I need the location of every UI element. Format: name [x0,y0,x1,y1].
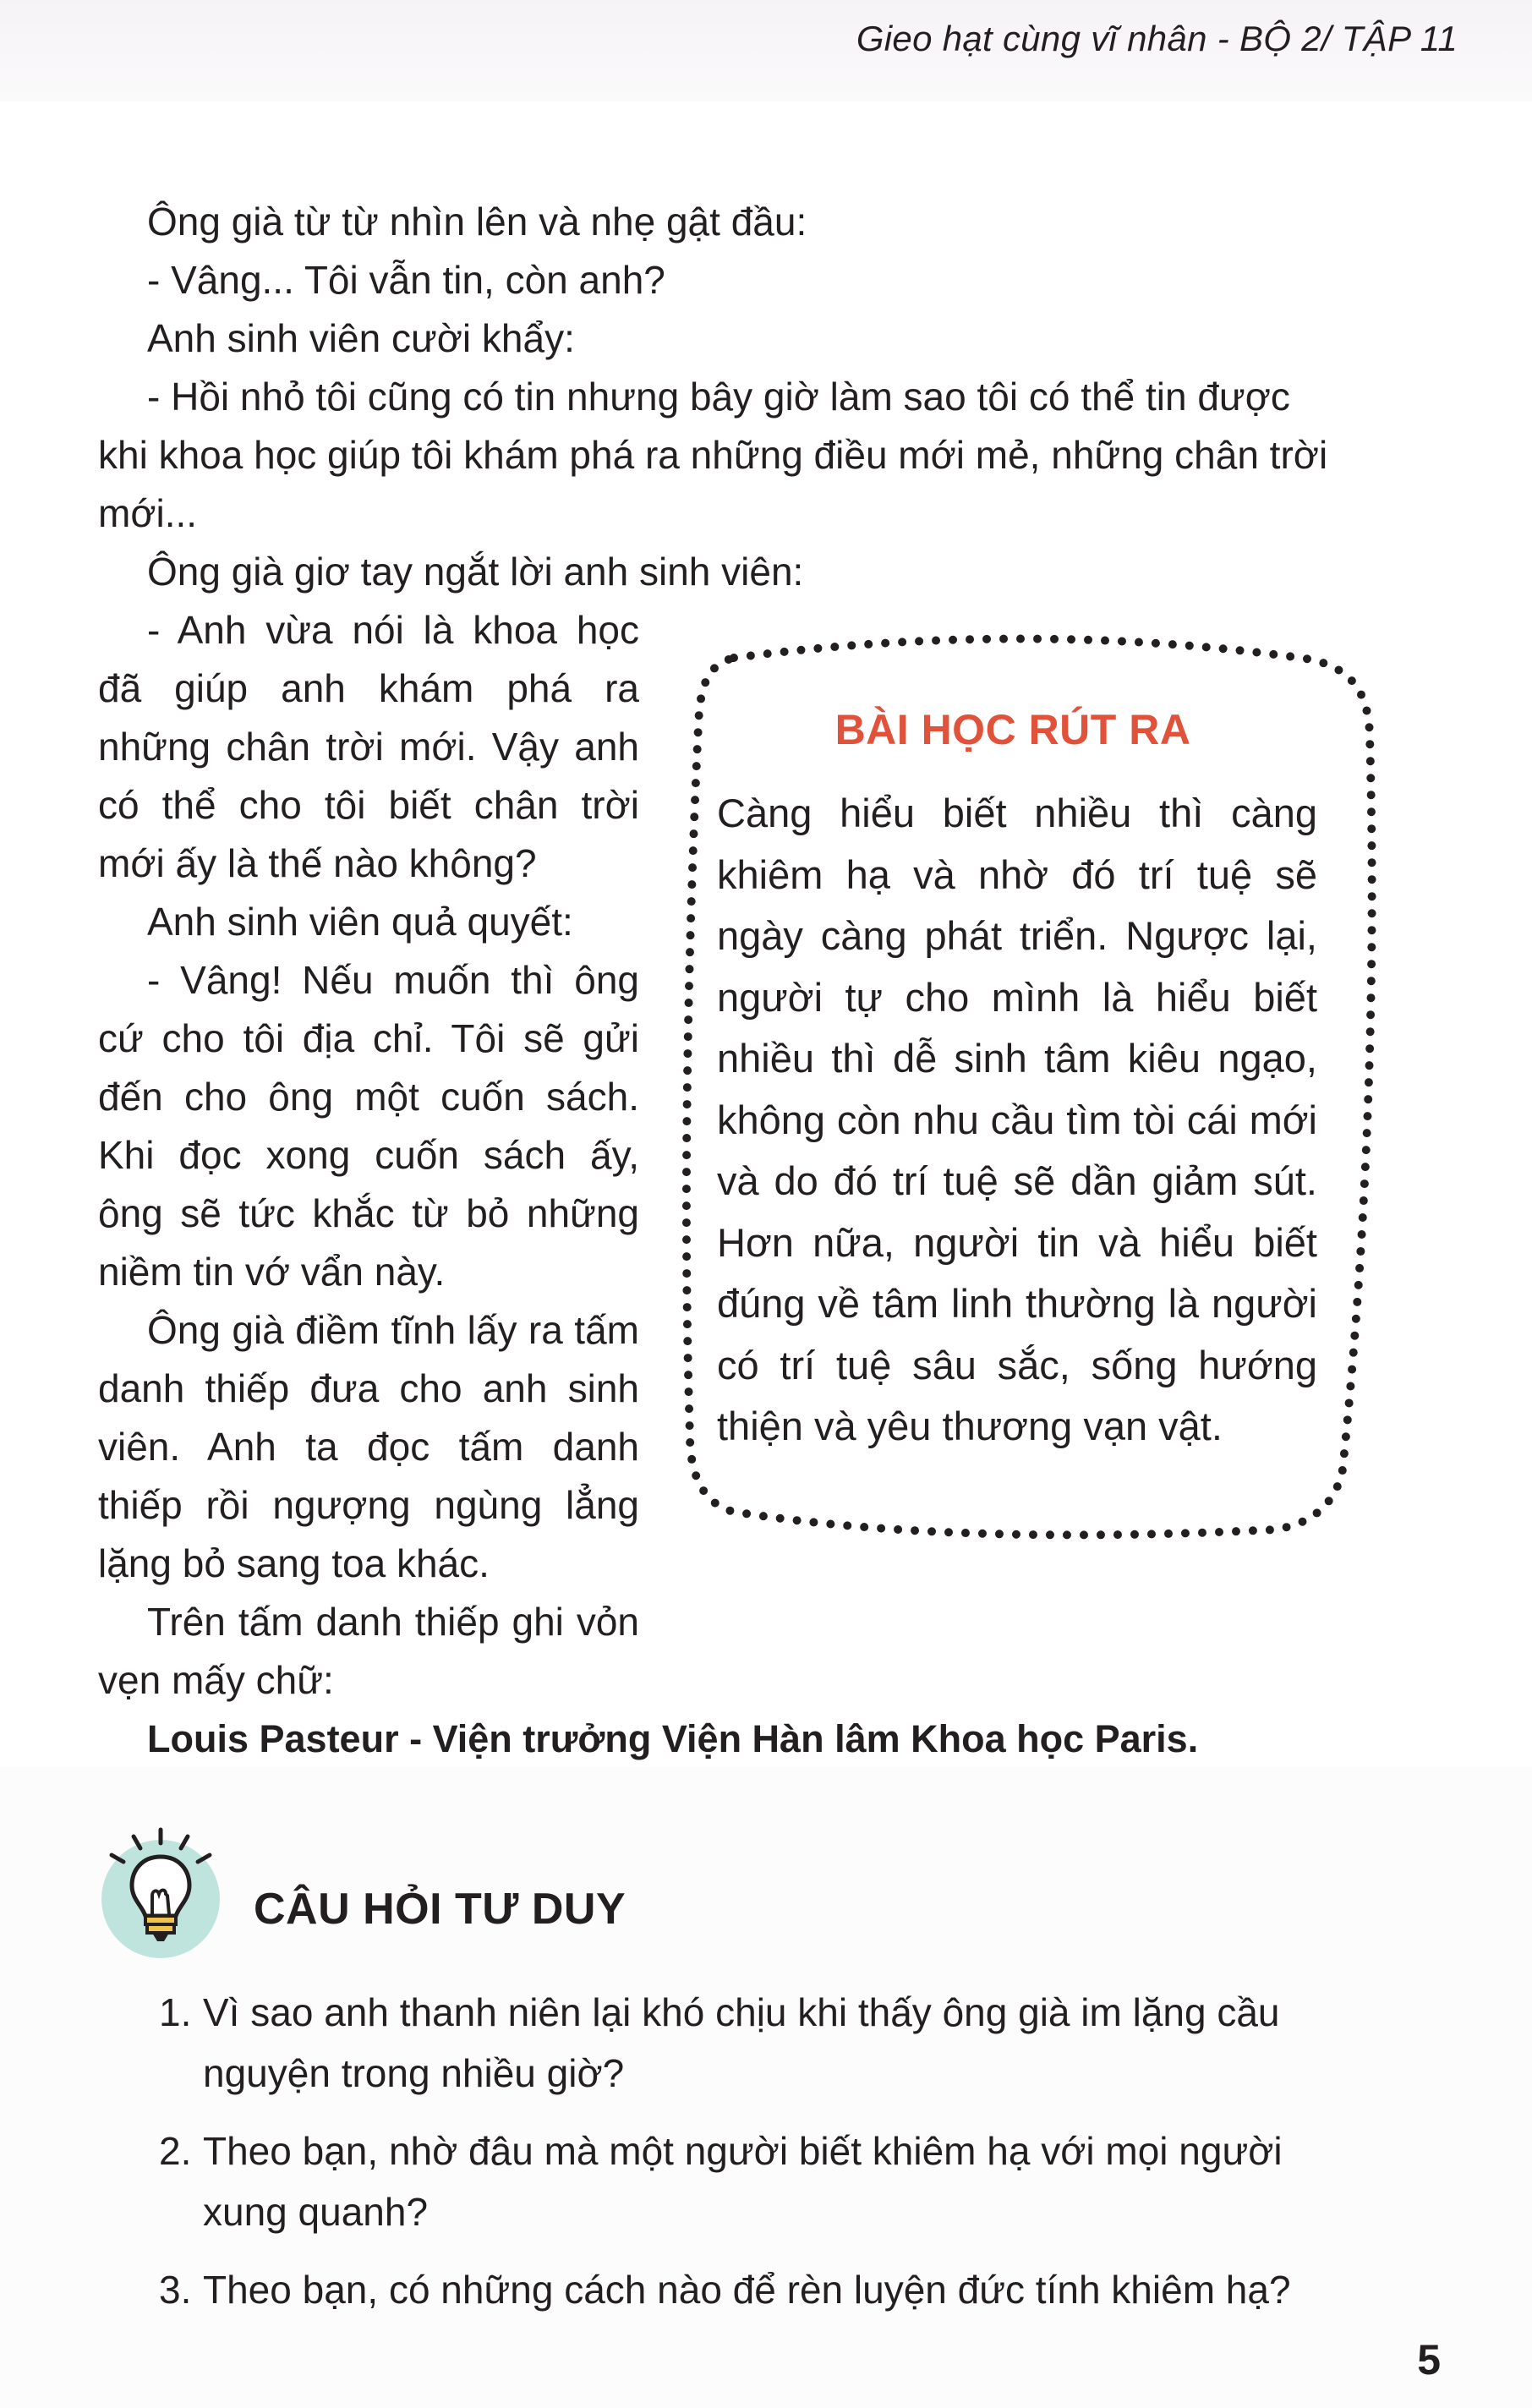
story-paragraph: Anh sinh viên quả quyết: [147,900,573,944]
question-list [154,1982,1354,2337]
question-number: 2. [159,2129,192,2173]
story-paragraph: Trên tấm danh thiếp ghi vỏn vẹn mấy chữ: [98,1600,639,1702]
story-paragraph: - Hồi nhỏ tôi cũng có tin nhưng bây giờ làm sao tôi có thể tin được khi khoa học giúp tôi khám phá ra những điều mới mẻ, những chân trời mới... [98,375,1328,535]
story-paragraph: Ông già điềm tĩnh lấy ra tấm danh thiếp đưa cho anh sinh viên. Anh ta đọc tấm danh thiếp rồi ngượng ngùng lẳng lặng bỏ sang toa khác. [98,1308,639,1585]
question-item [154,2259,1354,2320]
page-number: 5 [1417,2336,1441,2383]
lightbulb-icon [93,1825,228,1960]
question-item [154,1982,1354,2104]
story-paragraph: Ông già giơ tay ngắt lời anh sinh viên: [147,550,804,594]
question-number: 1. [159,1990,192,2034]
lesson-body: Càng hiểu biết nhiều thì càng khiêm hạ và nhờ đó trí tuệ sẽ ngày càng phát triển. Ngược lại, người tự cho mình là hiểu biết nhiều thì dễ sinh tâm kiêu ngạo, không còn nhu cầu tìm tòi cái mới và do đó trí tuệ sẽ dần giảm sút. Hơn nữa, người tin và hiểu biết đúng về tâm linh thường là người có trí tuệ sâu sắc, sống hướng thiện và yêu thương vạn vật. [717,791,1317,1448]
question-item [154,2121,1354,2242]
lesson-title: BÀI HỌC RÚT RA [834,706,1191,753]
running-title: Gieo hạt cùng vĩ nhân - BỘ 2/ TẬP 11 [856,19,1458,58]
story-paragraph: - Vâng! Nếu muốn thì ông cứ cho tôi địa chỉ. Tôi sẽ gửi đến cho ông một cuốn sách. Khi đọc xong cuốn sách ấy, ông sẽ tức khắc từ bỏ những niềm tin vớ vẩn này. [98,958,639,1294]
section-title: CÂU HỎI TƯ DUY [254,1885,626,1934]
question-text: Theo bạn, nhờ đâu mà một người biết khiêm hạ với mọi người xung quanh? [203,2129,1283,2234]
lesson-box [675,632,1376,1546]
story-wrapped-column [98,601,639,1710]
story-paragraph: - Vâng... Tôi vẫn tin, còn anh? [147,258,665,302]
question-text: Vì sao anh thanh niên lại khó chịu khi thấy ông già im lặng cầu nguyện trong nhiều giờ? [203,1990,1280,2095]
question-text: Theo bạn, có những cách nào để rèn luyện đức tính khiêm hạ? [203,2268,1291,2312]
story-paragraph: Anh sinh viên cười khẩy: [147,316,575,360]
question-number: 3. [159,2268,192,2312]
business-card-signature: Louis Pasteur - Viện trưởng Viện Hàn lâm Khoa học Paris. [147,1717,1199,1760]
story-paragraph: Ông già từ từ nhìn lên và nhẹ gật đầu: [147,200,807,244]
story-paragraph: - Anh vừa nói là khoa học đã giúp anh khám phá ra những chân trời mới. Vậy anh có thể cho tôi biết chân trời mới ấy là thế nào không? [98,608,639,885]
